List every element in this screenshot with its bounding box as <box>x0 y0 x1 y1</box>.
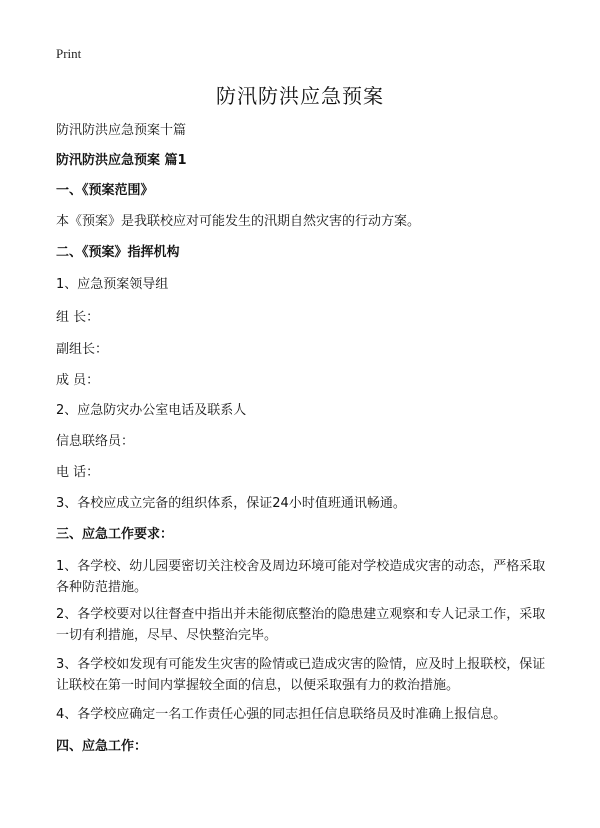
requirement-1: 1、各学校、幼儿园要密切关注校舍及周边环境可能对学校造成灾害的动态，严格采取各种防范措施。 <box>56 559 546 595</box>
section3-heading: 三、应急工作要求： <box>56 527 174 542</box>
item2-text: 2、应急防灾办公室电话及联系人 <box>56 403 247 418</box>
requirement-4: 4、各学校应确定一名工作责任心强的同志担任信息联络员及时准确上报信息。 <box>56 707 507 722</box>
section1-text: 本《预案》是我联校应对可能发生的汛期自然灾害的行动方案。 <box>56 214 421 229</box>
document-title: 防汛防洪应急预案 <box>216 84 384 108</box>
section2-heading: 二、《预案》指挥机构 <box>56 245 180 260</box>
item3-text: 3、各校应成立完备的组织体系，保证24小时值班通讯畅通。 <box>56 496 406 511</box>
members-label: 成 员： <box>56 373 100 388</box>
requirement-2: 2、各学校要对以往督查中指出并未能彻底整治的隐患建立观察和专人记录工作，采取一切有利措施，尽早、尽快整治完毕。 <box>56 607 546 643</box>
section1-heading: 一、《预案范围》 <box>56 183 154 198</box>
item1-text: 1、应急预案领导组 <box>56 277 169 292</box>
print-link[interactable]: Print <box>56 46 82 61</box>
phone-label: 电 话： <box>56 465 100 480</box>
section4-heading: 四、应急工作： <box>56 739 148 754</box>
deputy-leader-label: 副组长： <box>56 342 109 357</box>
document-subtitle: 防汛防洪应急预案十篇 <box>56 123 187 138</box>
leader-label: 组 长： <box>56 310 100 325</box>
requirement-3: 3、各学校如发现有可能发生灾害的险情或已造成灾害的险情，应及时上报联校，保证让联校在第一时间内掌握较全面的信息，以便采取强有力的救治措施。 <box>56 657 546 693</box>
info-contact-label: 信息联络员： <box>56 434 135 449</box>
article-heading: 防汛防洪应急预案 篇1 <box>56 153 187 168</box>
